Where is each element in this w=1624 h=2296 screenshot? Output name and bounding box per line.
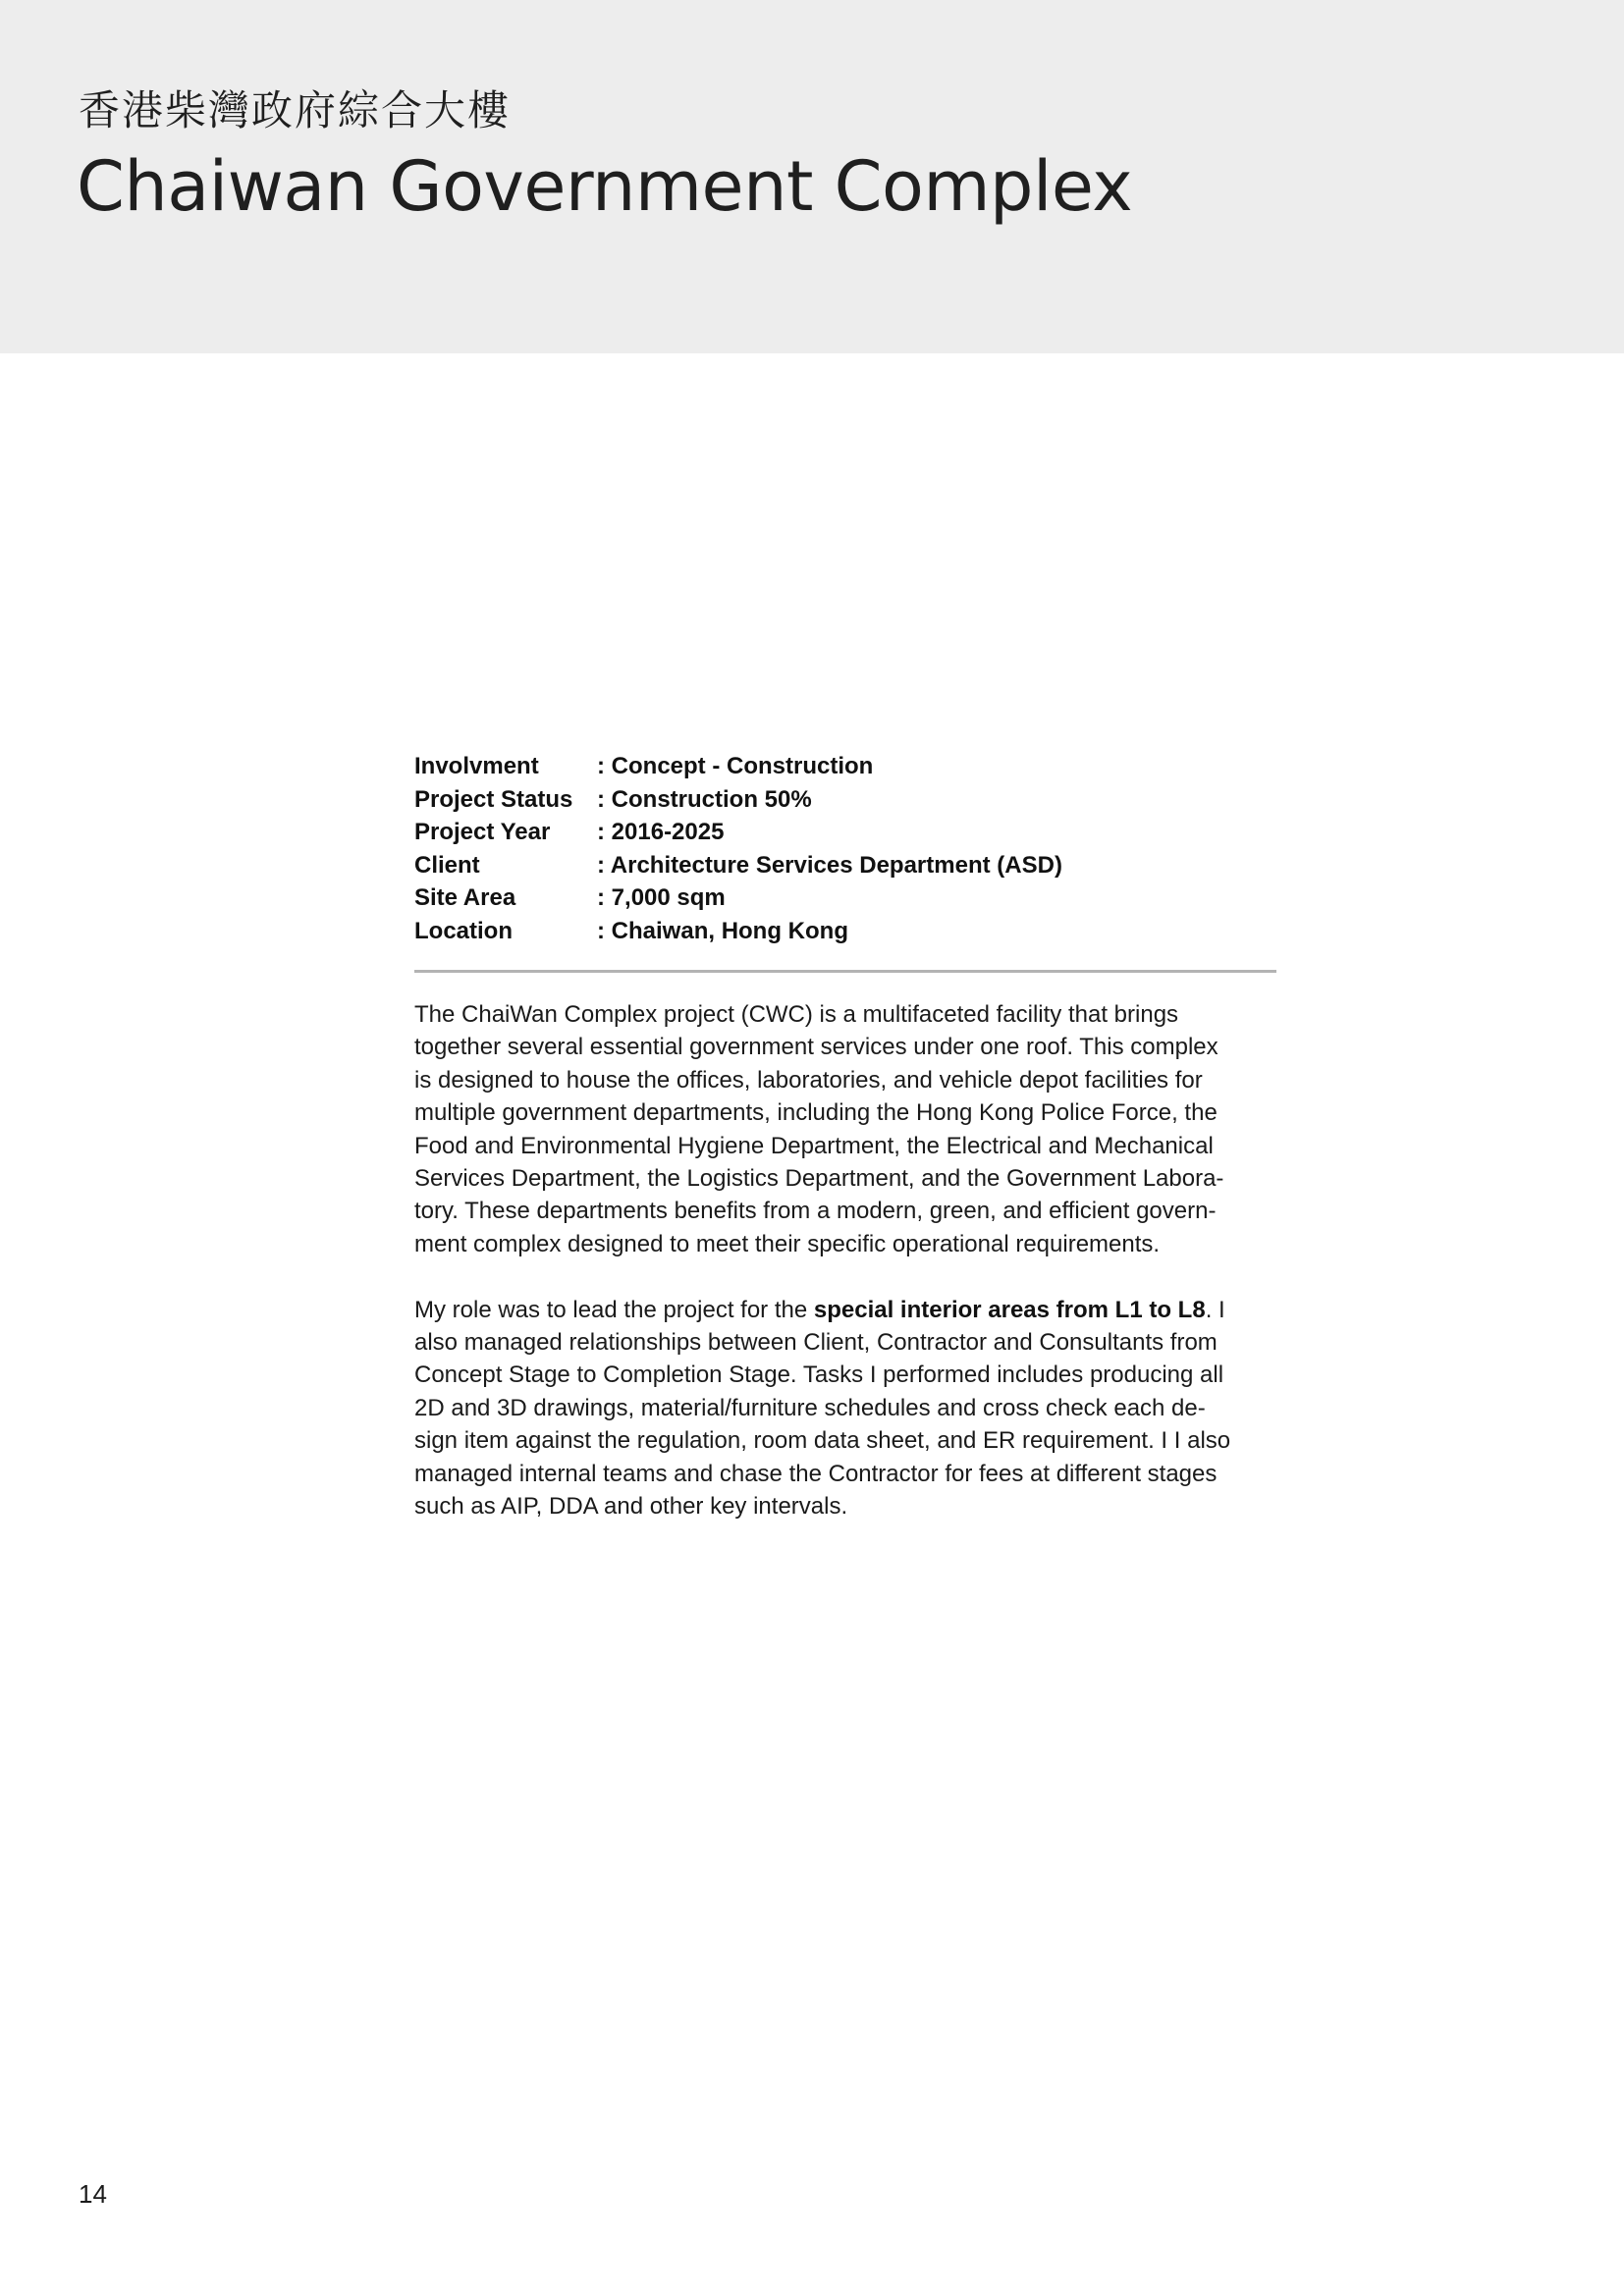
text-line: Services Department, the Logistics Department, and the Government Labora- [414,1165,1224,1193]
text-line: tory. These departments benefits from a modern, green, and efficient govern- [414,1198,1217,1225]
project-info-table [414,750,1278,947]
info-row-location [414,915,1278,948]
text-line: 2D and 3D drawings, material/furniture schedules and cross check each de- [414,1394,1206,1421]
page-title: Chaiwan Government Complex [77,146,1133,227]
project-description [414,998,1286,1556]
text-line: multiple government departments, including the Hong Kong Police Force, the [414,1099,1218,1127]
info-row-involvement [414,750,1278,783]
text-line: The ChaiWan Complex project (CWC) is a multifaceted facility that brings [414,1001,1179,1028]
info-row-project-status [414,783,1278,817]
description-paragraph-1 [414,998,1286,1260]
description-paragraph-2 [414,1294,1286,1523]
text-line: also managed relationships between Client, Contractor and Consultants from [414,1329,1218,1357]
info-value: : 7,000 sqm [597,881,726,915]
info-row-project-year [414,816,1278,849]
text-line: together several essential government services under one roof. This complex [414,1034,1218,1061]
info-label: Location [414,917,513,944]
title-chinese: 香港柴灣政府綜合大樓 [79,86,512,134]
text-line: sign item against the regulation, room data sheet, and ER requirement. I I also [414,1427,1231,1455]
text-line [414,1294,1286,1326]
info-row-site-area [414,881,1278,915]
info-value: : Concept - Construction [597,750,873,783]
text-line: is designed to house the offices, laboratories, and vehicle depot facilities for [414,1066,1203,1094]
info-row-client [414,849,1278,882]
text-line: ment complex designed to meet their specific operational requirements. [414,1230,1161,1257]
section-divider [414,970,1276,973]
highlight-text: special interior areas from L1 to L8 [813,1296,1206,1323]
text-run: . I [1205,1296,1225,1323]
info-value: : Architecture Services Department (ASD) [597,849,1062,882]
text-run: My role was to lead the project for the [414,1296,814,1323]
page-number: 14 [79,2179,107,2209]
info-value: : 2016-2025 [597,816,724,849]
text-line: such as AIP, DDA and other key intervals. [414,1493,848,1521]
text-line: managed internal teams and chase the Contractor for fees at different stages [414,1460,1218,1487]
info-value: : Chaiwan, Hong Kong [597,915,848,948]
info-value: : Construction 50% [597,783,812,817]
info-label: Site Area [414,884,516,911]
header-band [0,0,1624,353]
info-label: Project Year [414,819,551,845]
info-label: Client [414,851,480,879]
info-label: Involvment [414,753,539,779]
text-line: Concept Stage to Completion Stage. Tasks I performed includes producing all [414,1362,1224,1389]
info-label: Project Status [414,785,573,813]
text-line: Food and Environmental Hygiene Department, the Electrical and Mechanical [414,1132,1214,1159]
